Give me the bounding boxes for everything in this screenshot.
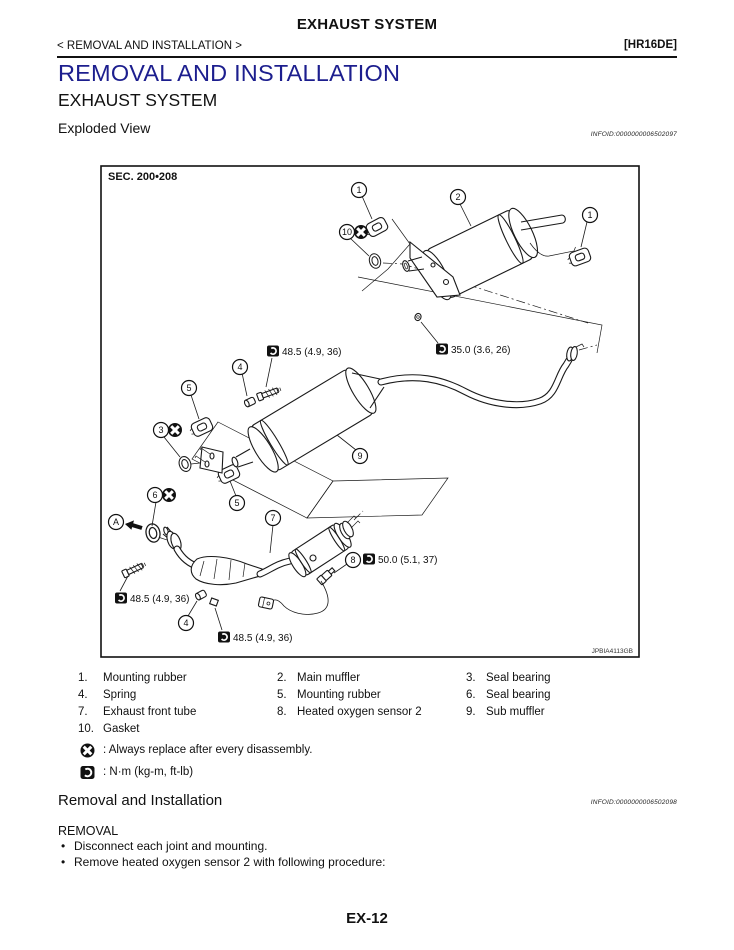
removal-step: • Remove heated oxygen sensor 2 with following procedure:: [61, 855, 386, 871]
callout-4b: [179, 616, 194, 631]
svg-text:10: 10: [341, 227, 353, 238]
sensor-connector: [258, 597, 274, 610]
part-name: Mounting rubber: [297, 689, 381, 701]
header-rule: [57, 56, 677, 58]
callout-9: [353, 449, 368, 464]
svg-text:4: 4: [183, 618, 189, 629]
svg-text:50.0 (5.1, 37): 50.0 (5.1, 37): [378, 555, 438, 566]
svg-text:48.5 (4.9, 36): 48.5 (4.9, 36): [130, 594, 190, 605]
replace-symbol-6: [162, 488, 176, 502]
view-arrow-a: [109, 515, 143, 530]
section-title: EXHAUST SYSTEM: [58, 90, 218, 110]
callout-4a: [233, 360, 248, 375]
page-number: EX-12: [346, 910, 388, 927]
svg-text:1: 1: [587, 210, 593, 221]
infoid-removal-installation: INFOID:0000000006502098: [590, 799, 677, 806]
exploded-view-diagram: [100, 165, 640, 658]
callout-1a: [352, 183, 367, 198]
legend-torque-text: : N·m (kg-m, ft-lb): [103, 766, 194, 778]
seal-bearing-3: [177, 455, 193, 473]
callout-8: [346, 553, 361, 568]
svg-text:35.0 (3.6, 26): 35.0 (3.6, 26): [451, 345, 511, 356]
oxygen-sensor: [258, 566, 336, 614]
seal-bearing-6: [144, 523, 161, 544]
callout-5a: [182, 381, 197, 396]
part-num: 6.: [466, 689, 476, 701]
callout-7: [266, 511, 281, 526]
svg-text:5: 5: [186, 383, 192, 394]
part-num: 2.: [277, 672, 287, 684]
replace-symbol-icon: [80, 743, 95, 758]
main-muffler: [401, 205, 575, 304]
svg-text:4: 4: [237, 362, 243, 373]
figure-code: JPBIA4113GB: [591, 648, 633, 655]
removal-installation-heading: Removal and Installation: [58, 792, 223, 809]
svg-text:2: 2: [455, 192, 461, 203]
svg-text:6: 6: [152, 490, 158, 501]
callout-3: [154, 423, 169, 438]
torque-spec-35-0: [436, 344, 510, 357]
mounting-rubber-1b: [566, 247, 592, 268]
svg-text:48.5 (4.9, 36): 48.5 (4.9, 36): [233, 633, 293, 644]
part-num: 7.: [78, 706, 88, 718]
part-name: Heated oxygen sensor 2: [297, 706, 422, 718]
page-title: REMOVAL AND INSTALLATION: [58, 60, 401, 86]
gasket-10: [368, 252, 382, 269]
torque-symbol-icon: [80, 765, 95, 780]
view-arrow-label: A: [112, 517, 120, 528]
torque-spec-48-5-a: [267, 346, 341, 359]
symbol-legend: [80, 739, 312, 783]
replace-symbol-3: [168, 423, 182, 437]
breadcrumb: < REMOVAL AND INSTALLATION >: [57, 40, 242, 52]
callout-1b: [583, 208, 598, 223]
svg-text:3: 3: [158, 425, 164, 436]
part-name: Sub muffler: [486, 706, 545, 718]
replace-symbol-10: [354, 225, 368, 239]
torque-spec-50-0: [363, 554, 437, 567]
part-name: Spring: [103, 689, 137, 701]
svg-text:9: 9: [357, 451, 363, 462]
callout-6: [148, 488, 163, 503]
sub-muffler: [195, 344, 584, 476]
sec-label: SEC. 200•208: [108, 171, 178, 183]
svg-text:7: 7: [270, 513, 276, 524]
legend-torque-row: [80, 761, 312, 783]
removal-steps: [61, 839, 386, 870]
removal-subheading: REMOVAL: [58, 824, 119, 838]
callout-5b: [230, 496, 245, 511]
engine-code-badge: [HR16DE]: [623, 39, 677, 51]
part-name: Seal bearing: [486, 672, 551, 684]
callout-10: [340, 225, 355, 240]
legend-replace-row: [80, 739, 312, 761]
part-name: Seal bearing: [486, 689, 551, 701]
part-num: 9.: [466, 706, 476, 718]
svg-text:48.5 (4.9, 36): 48.5 (4.9, 36): [282, 347, 342, 358]
sub-muffler-flange: [200, 447, 223, 473]
part-num: 1.: [78, 672, 88, 684]
part-num: 4.: [78, 689, 88, 701]
svg-text:8: 8: [350, 555, 356, 566]
part-name: Gasket: [103, 723, 140, 735]
part-name: Main muffler: [297, 672, 361, 684]
infoid-exploded-view: INFOID:0000000006502097: [590, 131, 677, 138]
sensor-cable: [272, 581, 328, 614]
part-num: 5.: [277, 689, 287, 701]
mounting-rubber-5a: [188, 416, 214, 438]
direction-arrow-icon: [125, 520, 143, 530]
part-name: Mounting rubber: [103, 672, 187, 684]
torque-spec-48-5-c: [218, 632, 292, 645]
part-num: 3.: [466, 672, 476, 684]
part-num: 8.: [277, 706, 287, 718]
removal-step: • Disconnect each joint and mounting.: [61, 839, 386, 855]
legend-replace-text: : Always replace after every disassembly.: [103, 744, 313, 756]
exploded-view-heading: Exploded View: [58, 120, 151, 136]
svg-text:5: 5: [234, 498, 240, 509]
part-num: 10.: [78, 723, 94, 735]
svg-text:1: 1: [356, 185, 362, 196]
callout-2: [451, 190, 466, 205]
document-title: EXHAUST SYSTEM: [296, 16, 438, 33]
part-name: Exhaust front tube: [103, 706, 197, 718]
parts-list: [78, 672, 638, 735]
torque-spec-48-5-b: [115, 593, 189, 606]
